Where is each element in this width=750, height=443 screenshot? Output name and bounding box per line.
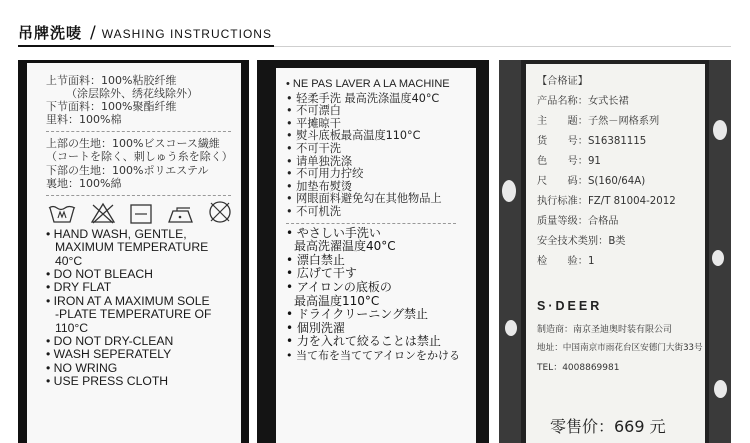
- tag-row-value: B类: [608, 236, 626, 247]
- tag-row-value: S(160/64A): [587, 176, 646, 187]
- jp-care-line: 最高温度110°C: [294, 293, 380, 308]
- header-title: [18, 22, 272, 43]
- cn-line: 上节面料：100%粘胶纤维: [46, 74, 177, 87]
- tag-row-key: 尺 码：: [537, 176, 588, 187]
- tag-row-value: 91: [587, 156, 601, 167]
- hand-wash-icon: [48, 204, 76, 224]
- title-slash: /: [90, 23, 96, 43]
- tag-row: [537, 252, 594, 267]
- fabric-edge-left: [499, 60, 521, 443]
- tag-row-key: 货 号：: [537, 136, 588, 147]
- tag-row: [537, 172, 645, 187]
- dry-flat-icon: [130, 204, 152, 224]
- cn-care-line: • 加垫布熨烫: [286, 179, 353, 193]
- jp-line: （コートを除く、刺しゅう糸を除く）: [46, 150, 233, 164]
- header-underline: [18, 45, 274, 47]
- cn-care-line: • 不可用力拧绞: [286, 167, 364, 181]
- jp-care-instructions: [286, 227, 476, 363]
- tag-row-value: 女式长裙: [587, 96, 629, 107]
- manufacturer: 制造商：南京圣迪奥时装有限公司: [537, 325, 673, 335]
- jp-care-line: • やさしい手洗い: [286, 225, 381, 240]
- address: 地址：中国南京市雨花台区安德门大街33号: [537, 343, 703, 353]
- divider: [46, 195, 231, 196]
- care-line: MAXIMUM TEMPERATURE: [55, 240, 209, 255]
- tag-row: [537, 132, 646, 147]
- cn-care-line: • 不可机洗: [286, 204, 341, 218]
- cn-composition: [46, 74, 241, 126]
- care-line: • USE PRESS CLOTH: [46, 374, 169, 389]
- jp-line: 上部の生地：100%ビスコース繊維: [46, 137, 220, 151]
- cn-care-line: • 熨斗底板最高温度110°C: [286, 129, 421, 143]
- tag-row-key: 色 号：: [537, 156, 588, 167]
- composition-label: [27, 63, 241, 443]
- composition-label-photo: [18, 60, 249, 443]
- tag-row-key: 执行标准：: [537, 196, 588, 207]
- tag-row: [537, 152, 601, 167]
- no-bleach-icon: [90, 202, 116, 224]
- cn-line: （涂层除外、绣花线除外）: [66, 87, 198, 101]
- title-english: WASHING INSTRUCTIONS: [101, 27, 272, 41]
- certificate-heading: 【合格证】: [537, 76, 588, 87]
- jp-care-line: • 個別洗濯: [286, 320, 345, 335]
- care-symbols: [48, 202, 241, 224]
- divider: [286, 223, 456, 224]
- jp-care-line: • アイロンの底板の: [286, 279, 392, 294]
- cn-care-line: • 不可干洗: [286, 141, 341, 155]
- fabric-pattern: [714, 380, 727, 398]
- tag-row-value: 子然－网格系列: [587, 116, 660, 127]
- tag-row-key: 质量等级：: [537, 216, 588, 227]
- jp-care-line: 最高洗濯温度40°C: [294, 239, 396, 254]
- brand-logo: S·DEER: [537, 299, 603, 313]
- care-line: • NO WRING: [46, 360, 118, 375]
- divider: [46, 131, 231, 132]
- care-line: -PLATE TEMPERATURE OF: [55, 307, 212, 322]
- tag-row: [537, 92, 629, 107]
- jp-care-line: • 広げて干す: [286, 266, 357, 281]
- tag-row: [537, 232, 626, 247]
- care-line: 110°C: [55, 320, 89, 335]
- cn-line: 下节面料：100%聚酯纤维: [46, 100, 177, 114]
- care-label: [276, 68, 476, 443]
- fabric-pattern: [502, 180, 516, 202]
- care-line: • IRON AT A MAXIMUM SOLE: [46, 293, 210, 308]
- tag-row-value: S16381115: [587, 136, 647, 147]
- care-line: • DRY FLAT: [46, 280, 112, 295]
- jp-care-line: • 力を入れて絞ることは禁止: [286, 334, 441, 349]
- fabric-pattern: [505, 320, 517, 336]
- tag-row: [537, 212, 619, 227]
- cn-care-line: • 请单独洗涤: [286, 154, 353, 168]
- jp-composition: [46, 137, 241, 189]
- fr-line: • NE PAS LAVER A LA MACHINE: [286, 78, 450, 90]
- hang-tag: [526, 64, 705, 443]
- cn-care-instructions: [286, 93, 476, 219]
- jp-line: 下部の生地：100%ポリエステル: [46, 163, 209, 177]
- cn-care-line: • 轻柔手洗 最高洗涤温度40°C: [286, 91, 440, 105]
- jp-care-line: • ドライクリーニング禁止: [286, 307, 429, 322]
- tag-row-key: 检 验：: [537, 256, 588, 267]
- tag-row: [537, 112, 659, 127]
- cn-care-line: • 不可漂白: [286, 104, 341, 118]
- tag-row-key: 安全技术类别：: [537, 236, 609, 247]
- jp-care-line: • 漂白禁止: [286, 252, 345, 267]
- care-line: • WASH SEPERATELY: [46, 347, 172, 362]
- care-line: • DO NOT DRY-CLEAN: [46, 334, 174, 348]
- fabric-pattern: [712, 250, 724, 266]
- telephone: TEL：4008869981: [537, 363, 620, 373]
- hang-tag-photo: [499, 60, 731, 443]
- no-dry-clean-icon: [208, 200, 232, 224]
- jp-line: 裏地：100%綿: [46, 176, 122, 190]
- cn-care-line: • 网眼面料避免勾在其他物品上: [286, 192, 442, 206]
- tag-row: [537, 192, 676, 207]
- cn-line: 里料：100%棉: [46, 113, 122, 127]
- retail-price: 零售价：669 元: [550, 417, 666, 436]
- care-label-photo: [257, 60, 489, 443]
- tag-row-key: 主 题：: [537, 116, 588, 127]
- jp-care-line: • 当て布を当ててアイロンをかける: [286, 348, 460, 362]
- tag-row-value: 1: [587, 256, 595, 267]
- cn-care-line: • 平摊晾干: [286, 116, 341, 130]
- tag-row-value: FZ/T 81004-2012: [587, 196, 676, 207]
- care-line: • HAND WASH, GENTLE,: [46, 226, 187, 241]
- tag-row-key: 产品名称：: [537, 96, 588, 107]
- care-line: • DO NOT BLEACH: [46, 266, 153, 281]
- fabric-pattern: [713, 120, 727, 140]
- title-chinese: 吊牌洗唛: [18, 24, 83, 42]
- en-care-instructions: [46, 228, 241, 389]
- tag-row-value: 合格品: [587, 216, 619, 227]
- iron-icon: [166, 206, 194, 224]
- care-line: 40°C: [55, 253, 83, 268]
